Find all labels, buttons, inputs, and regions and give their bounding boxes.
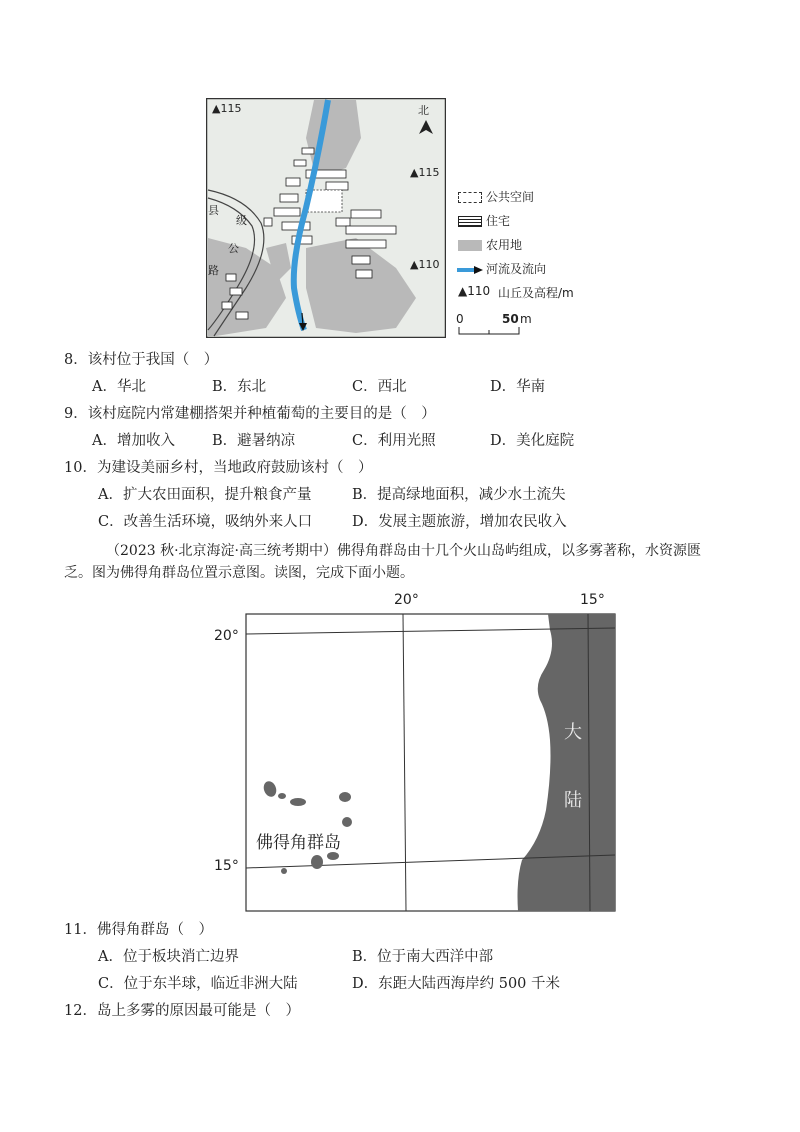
question-stem: 该村庭院内常建棚搭架并种植葡萄的主要目的是（ ） [87, 406, 436, 422]
cape-verde-map [200, 590, 630, 915]
question-stem: 岛上多雾的原因最可能是（ ） [96, 1003, 300, 1019]
option: C．改善生活环境，吸纳外来人口 [98, 514, 313, 530]
question-stem: 该村位于我国（ ） [87, 352, 219, 368]
material-intro [64, 540, 744, 584]
option: C．西北 [352, 379, 407, 395]
legend-farmland-swatch [458, 240, 482, 251]
question-number: 10． [64, 460, 97, 476]
option: C．位于东半球，临近非洲大陆 [98, 976, 298, 992]
scale-zero: 0 [456, 312, 464, 326]
option: A．扩大农田面积，提升粮食产量 [98, 487, 312, 503]
lat-label-20: 20° [214, 628, 239, 644]
lon-label-15: 15° [580, 592, 605, 608]
legend-public-space: 公共空间 [486, 190, 535, 204]
option: A．增加收入 [92, 433, 175, 449]
option: B．提高绿地面积，减少水土流失 [352, 487, 566, 503]
question-stem: 佛得角群岛（ ） [96, 922, 213, 938]
road-label: 公 [228, 242, 239, 255]
option: D．华南 [490, 379, 546, 395]
scale-bar [456, 326, 526, 336]
option: A．位于板块消亡边界 [98, 949, 239, 965]
river-arrow-icon [456, 265, 484, 275]
option: B．东北 [212, 379, 267, 395]
option: B．避暑纳凉 [212, 433, 296, 449]
question-number: 12． [64, 1003, 97, 1019]
question-12 [64, 1001, 300, 1021]
question-10 [64, 458, 372, 478]
question-stem: 为建设美丽乡村，当地政府鼓励该村（ ） [96, 460, 373, 476]
peak-label: ▲115 [212, 102, 242, 115]
question-number: 8． [64, 352, 88, 368]
option: D．东距大陆西海岸约 500 千米 [352, 976, 561, 992]
option: D．发展主题旅游，增加农民收入 [352, 514, 567, 530]
legend-farmland: 农用地 [486, 238, 523, 252]
intro-line-1: （2023 秋·北京海淀·高三统考期中）佛得角群岛由十几个火山岛屿组成，以多雾著称，水资源匮 [106, 543, 701, 559]
legend-housing: 住宅 [486, 214, 511, 228]
legend-public-space-swatch [458, 192, 482, 203]
option: A．华北 [92, 379, 146, 395]
road-label: 路 [208, 264, 219, 277]
scale-value: 50 [502, 312, 519, 326]
lon-label-20: 20° [394, 592, 419, 608]
mainland-label: 陆 [564, 790, 582, 811]
lat-label-15: 15° [214, 858, 239, 874]
cape-verde-map-graphic [200, 590, 630, 915]
mainland-label: 大 [564, 722, 582, 743]
question-11 [64, 920, 213, 940]
village-map [206, 98, 446, 338]
road-label: 县 [208, 204, 219, 217]
islands-label: 佛得角群岛 [256, 833, 341, 853]
legend-river: 河流及流向 [486, 262, 547, 276]
legend-housing-swatch [458, 216, 482, 227]
road-label: 级 [236, 214, 247, 227]
option: D．美化庭院 [490, 433, 575, 449]
scale-unit: m [520, 312, 532, 326]
north-label: 北 [418, 104, 429, 117]
option: C．利用光照 [352, 433, 436, 449]
question-number: 11． [64, 922, 97, 938]
option: B．位于南大西洋中部 [352, 949, 494, 965]
legend-hill: 山丘及高程/m [498, 286, 574, 300]
peak-label: ▲110 [410, 258, 440, 271]
intro-line-2: 乏。图为佛得角群岛位置示意图。读图，完成下面小题。 [64, 565, 414, 581]
question-number: 9． [64, 406, 88, 422]
peak-label: ▲115 [410, 166, 440, 179]
legend-hill-symbol: ▲110 [458, 284, 491, 298]
question-9 [64, 404, 436, 424]
question-8 [64, 350, 218, 370]
